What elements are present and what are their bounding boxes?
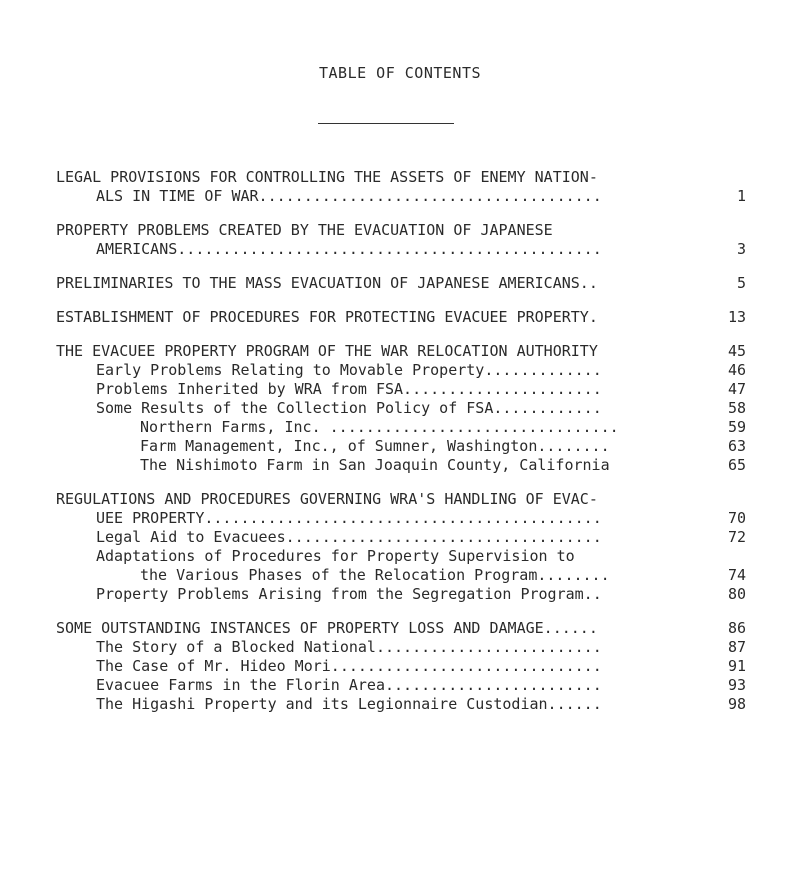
toc-page-number: 86	[727, 619, 746, 637]
toc-entry-text: SOME OUTSTANDING INSTANCES OF PROPERTY LOSS AND DAMAGE......	[56, 619, 598, 637]
toc-subentry	[56, 418, 746, 437]
toc-subentry	[56, 456, 746, 475]
toc-section-heading	[56, 168, 746, 187]
toc-entry-text: ESTABLISHMENT OF PROCEDURES FOR PROTECTING EVACUEE PROPERTY.	[56, 308, 598, 326]
toc-page-number: 91	[727, 657, 746, 675]
toc-entry-text: The Nishimoto Farm in San Joaquin County, California	[140, 456, 610, 474]
toc-subentry	[56, 695, 746, 714]
toc-entry-text: The Case of Mr. Hideo Mori..............................	[96, 657, 602, 675]
toc-entry-text: Legal Aid to Evacuees...................................	[96, 528, 602, 546]
toc-subentry	[56, 361, 746, 380]
toc-entry-text: The Higashi Property and its Legionnaire Custodian......	[96, 695, 602, 713]
section-gap	[56, 206, 746, 221]
table-of-contents	[56, 168, 746, 714]
toc-page-number: 47	[727, 380, 746, 398]
toc-entry-text: the Various Phases of the Relocation Program........	[140, 566, 610, 584]
section-gap	[56, 293, 746, 308]
toc-entry-text: Property Problems Arising from the Segregation Program..	[96, 585, 602, 603]
section-gap	[56, 259, 746, 274]
toc-entry-text: Early Problems Relating to Movable Property.............	[96, 361, 602, 379]
toc-entry-text: Farm Management, Inc., of Sumner, Washington........	[140, 437, 610, 455]
toc-page-number: 13	[727, 308, 746, 326]
toc-entry-text: REGULATIONS AND PROCEDURES GOVERNING WRA'S HANDLING OF EVAC-	[56, 490, 598, 508]
title-underline	[318, 123, 454, 124]
toc-section-heading	[56, 274, 746, 293]
toc-entry-text: AMERICANS...............................................	[96, 240, 602, 258]
section-gap	[56, 327, 746, 342]
toc-subentry	[56, 638, 746, 657]
toc-page-number: 87	[727, 638, 746, 656]
toc-entry-text: The Story of a Blocked National.........................	[96, 638, 602, 656]
toc-entry-text: Problems Inherited by WRA from FSA......................	[96, 380, 602, 398]
toc-subentry	[56, 585, 746, 604]
toc-section-heading	[56, 342, 746, 361]
toc-section-heading	[56, 187, 746, 206]
toc-section-heading	[56, 509, 746, 528]
toc-page-number: 59	[727, 418, 746, 436]
toc-page-number: 98	[727, 695, 746, 713]
toc-page-number: 74	[727, 566, 746, 584]
toc-page-number: 63	[727, 437, 746, 455]
page-title: TABLE OF CONTENTS	[318, 64, 482, 82]
section-gap	[56, 475, 746, 490]
toc-subentry	[56, 380, 746, 399]
toc-entry-text: THE EVACUEE PROPERTY PROGRAM OF THE WAR RELOCATION AUTHORITY	[56, 342, 598, 360]
toc-section-heading	[56, 240, 746, 259]
toc-page-number: 65	[727, 456, 746, 474]
toc-entry-text: PRELIMINARIES TO THE MASS EVACUATION OF JAPANESE AMERICANS..	[56, 274, 598, 292]
toc-page-number: 80	[727, 585, 746, 603]
toc-page-number: 3	[736, 240, 746, 258]
toc-entry-text: Some Results of the Collection Policy of FSA............	[96, 399, 602, 417]
toc-page-number: 1	[736, 187, 746, 205]
toc-subentry	[56, 657, 746, 676]
toc-section-heading	[56, 619, 746, 638]
toc-section-heading	[56, 490, 746, 509]
toc-page-number: 58	[727, 399, 746, 417]
toc-entry-text: Evacuee Farms in the Florin Area........................	[96, 676, 602, 694]
toc-subentry	[56, 566, 746, 585]
toc-page-number: 5	[736, 274, 746, 292]
toc-section-heading	[56, 221, 746, 240]
toc-page-number: 45	[727, 342, 746, 360]
toc-subentry	[56, 676, 746, 695]
toc-entry-text: UEE PROPERTY............................................	[96, 509, 602, 527]
toc-entry-text: LEGAL PROVISIONS FOR CONTROLLING THE ASSETS OF ENEMY NATION-	[56, 168, 598, 186]
toc-page-number: 72	[727, 528, 746, 546]
toc-subentry	[56, 528, 746, 547]
toc-page-number: 70	[727, 509, 746, 527]
toc-entry-text: PROPERTY PROBLEMS CREATED BY THE EVACUATION OF JAPANESE	[56, 221, 553, 239]
section-gap	[56, 604, 746, 619]
toc-entry-text: Adaptations of Procedures for Property Supervision to	[96, 547, 575, 565]
toc-subentry	[56, 547, 746, 566]
toc-page-number: 93	[727, 676, 746, 694]
toc-page-number: 46	[727, 361, 746, 379]
toc-entry-text: Northern Farms, Inc. ................................	[140, 418, 619, 436]
toc-section-heading	[56, 308, 746, 327]
toc-subentry	[56, 399, 746, 418]
toc-subentry	[56, 437, 746, 456]
toc-entry-text: ALS IN TIME OF WAR......................................	[96, 187, 602, 205]
